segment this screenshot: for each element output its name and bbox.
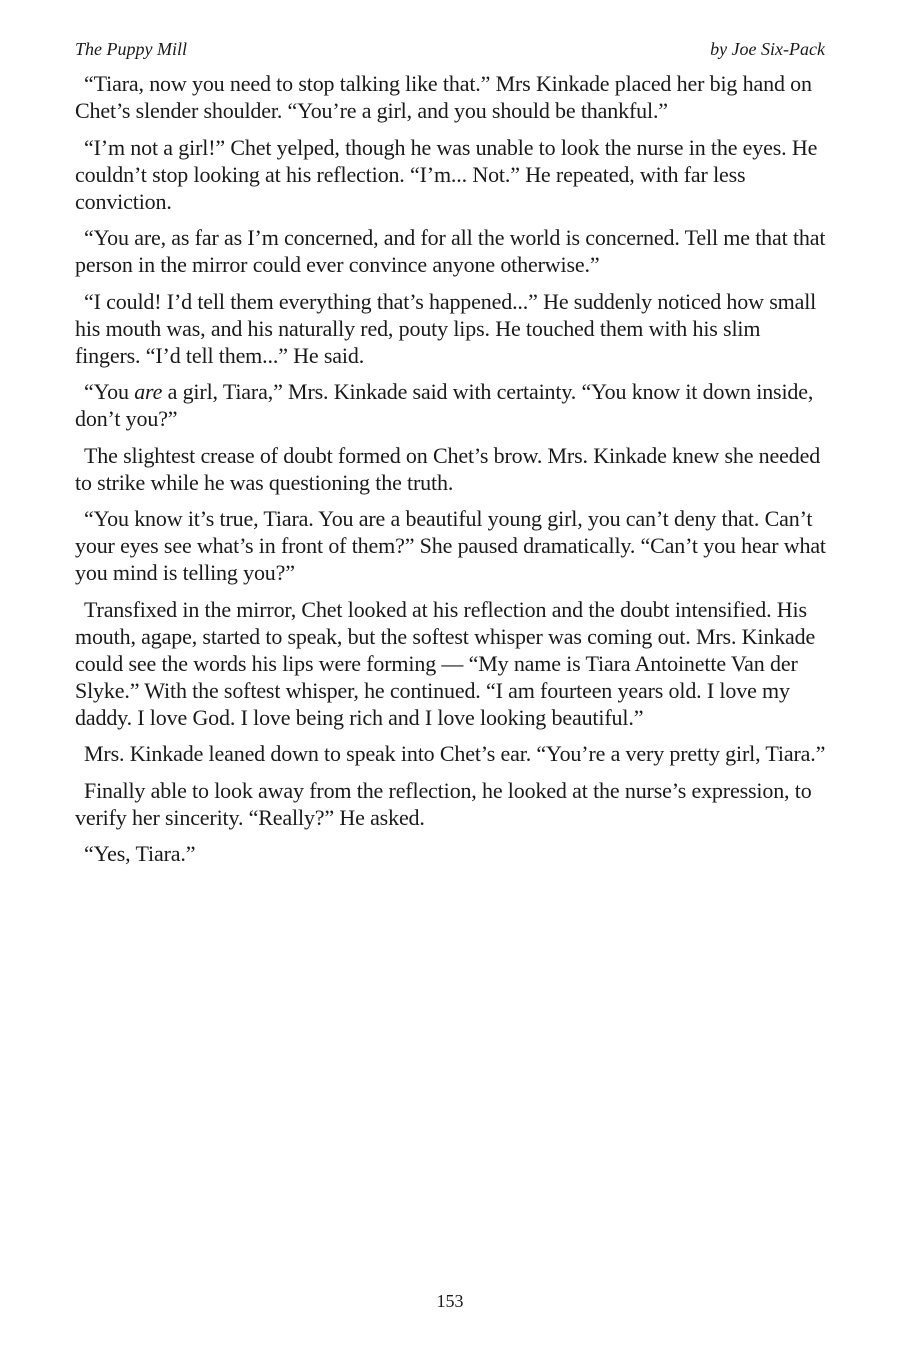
paragraph bbox=[75, 378, 827, 432]
paragraph: Transfixed in the mirror, Chet looked at his reflection and the doubt intensified. His mouth, agape, started to speak, but the softest whisper was coming out. Mrs. Kinkade could see the words his lips were forming — “My name is Tiara Antoinette Van der Slyke.” With the softest whisper, he continued. “I am fourteen years old. I love my daddy. I love God. I love being rich and I love looking beautiful.” bbox=[75, 596, 816, 730]
emphasized-word: are bbox=[134, 379, 163, 404]
running-header bbox=[75, 37, 825, 61]
paragraph: Finally able to look away from the reflection, he looked at the nurse’s expression, to verify her sincerity. “Really?” He asked. bbox=[75, 777, 812, 830]
body-text bbox=[75, 70, 827, 877]
paragraph: The slightest crease of doubt formed on Chet’s brow. Mrs. Kinkade knew she needed to strike while he was questioning the truth. bbox=[75, 442, 821, 495]
paragraph: “Yes, Tiara.” bbox=[84, 841, 196, 866]
paragraph: “Tiara, now you need to stop talking like that.” Mrs Kinkade placed her big hand on Chet’s slender shoulder. “You’re a girl, and you should be thankful.” bbox=[75, 71, 812, 123]
paragraph-text: a girl, Tiara,” Mrs. Kinkade said with certainty. “You know it down inside, don’t you?” bbox=[75, 379, 814, 431]
paragraph-text: “You bbox=[84, 379, 135, 404]
book-title: The Puppy Mill bbox=[75, 39, 187, 59]
paragraph: “You are, as far as I’m concerned, and for all the world is concerned. Tell me that that person in the mirror could ever convince anyone otherwise.” bbox=[75, 225, 826, 277]
paragraph: “You know it’s true, Tiara. You are a beautiful young girl, you can’t deny that. Can’t your eyes see what’s in front of them?” She paused dramatically. “Can’t you hear what you mind is telling you?” bbox=[75, 506, 826, 585]
paragraph: Mrs. Kinkade leaned down to speak into Chet’s ear. “You’re a very pretty girl, Tiara.” bbox=[84, 741, 826, 766]
page-number: 153 bbox=[436, 1291, 464, 1311]
paragraph: “I’m not a girl!” Chet yelped, though he was unable to look the nurse in the eyes. He couldn’t stop looking at his reflection. “I’m... Not.” He repeated, with far less conviction. bbox=[75, 134, 818, 214]
author-name: by Joe Six-Pack bbox=[710, 39, 825, 59]
paragraph: “I could! I’d tell them everything that’s happened...” He suddenly noticed how small his mouth was, and his naturally red, pouty lips. He touched them with his slim fingers. “I’d tell them...” He said. bbox=[75, 288, 817, 368]
